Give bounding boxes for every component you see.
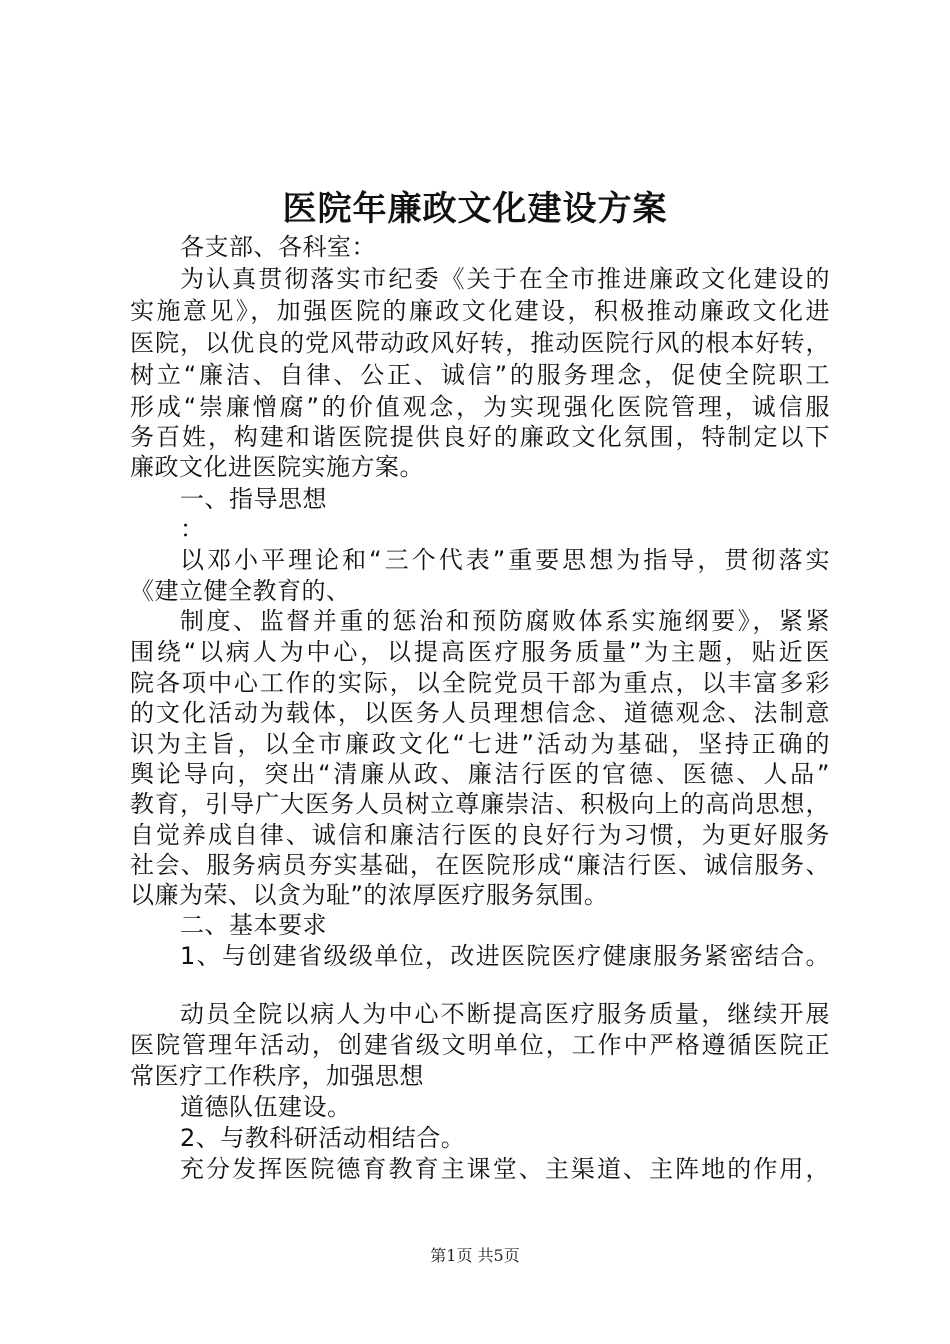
salutation: 各支部、各科室： xyxy=(180,233,376,261)
body-line: 医院，以优良的党风带动政风好转，推动医院行风的根本好转， xyxy=(130,329,830,357)
body-line: 廉政文化进医院实施方案。 xyxy=(130,453,424,481)
body-line: 形成“崇廉憎腐”的价值观念，为实现强化医院管理，诚信服 xyxy=(130,393,830,421)
body-line: 常医疗工作秩序，加强思想 xyxy=(130,1062,424,1090)
subsection-heading: 1、与创建省级级单位，改进医院医疗健康服务紧密结合。 xyxy=(180,942,830,970)
body-line: 树立“廉洁、自律、公正、诚信”的服务理念，促使全院职工 xyxy=(130,361,830,389)
body-line: 院各项中心工作的实际，以全院党员干部为重点，以丰富多彩 xyxy=(130,669,830,697)
body-line: 医院管理年活动，创建省级文明单位，工作中严格遵循医院正 xyxy=(130,1031,830,1059)
section-heading: 二、基本要求 xyxy=(180,911,327,939)
body-line: 动员全院以病人为中心不断提高医疗服务质量，继续开展 xyxy=(180,1000,830,1028)
body-line: 充分发挥医院德育教育主课堂、主渠道、主阵地的作用， xyxy=(180,1155,830,1183)
subsection-heading: 2、与教科研活动相结合。 xyxy=(180,1124,466,1152)
body-line: 实施意见》，加强医院的廉政文化建设，积极推动廉政文化进 xyxy=(130,297,830,325)
body-line: 自觉养成自律、诚信和廉洁行医的良好行为习惯，为更好服务 xyxy=(130,821,830,849)
body-line: 教育，引导广大医务人员树立尊廉崇洁、积极向上的高尚思想， xyxy=(130,790,830,818)
body-line: 道德队伍建设。 xyxy=(180,1093,352,1121)
body-line: 为认真贯彻落实市纪委《关于在全市推进廉政文化建设的 xyxy=(180,265,830,293)
colon-line: ： xyxy=(180,515,205,543)
body-line: 舆论导向，突出“清廉从政、廉洁行医的官德、医德、人品” xyxy=(130,760,830,788)
section-heading: 一、指导思想 xyxy=(180,485,327,513)
body-line: 以廉为荣、以贪为耻”的浓厚医疗服务氛围。 xyxy=(130,881,609,909)
body-line: 围绕“以病人为中心，以提高医疗服务质量”为主题，贴近医 xyxy=(130,638,830,666)
body-line: 以邓小平理论和“三个代表”重要思想为指导，贯彻落实 xyxy=(180,546,830,574)
document-title: 医院年廉政文化建设方案 xyxy=(282,189,668,229)
page-footer: 第1页 共5页 xyxy=(430,1246,520,1265)
body-line: 《建立健全教育的、 xyxy=(130,577,351,605)
body-line: 社会、服务病员夯实基础，在医院形成“廉洁行医、诚信服务、 xyxy=(130,851,830,879)
body-line: 务百姓，构建和谐医院提供良好的廉政文化氛围，特制定以下 xyxy=(130,423,830,451)
body-line: 的文化活动为载体，以医务人员理想信念、道德观念、法制意 xyxy=(130,699,830,727)
body-line: 识为主旨，以全市廉政文化“七进”活动为基础，坚持正确的 xyxy=(130,730,830,758)
body-line: 制度、监督并重的惩治和预防腐败体系实施纲要》，紧紧 xyxy=(180,607,830,635)
